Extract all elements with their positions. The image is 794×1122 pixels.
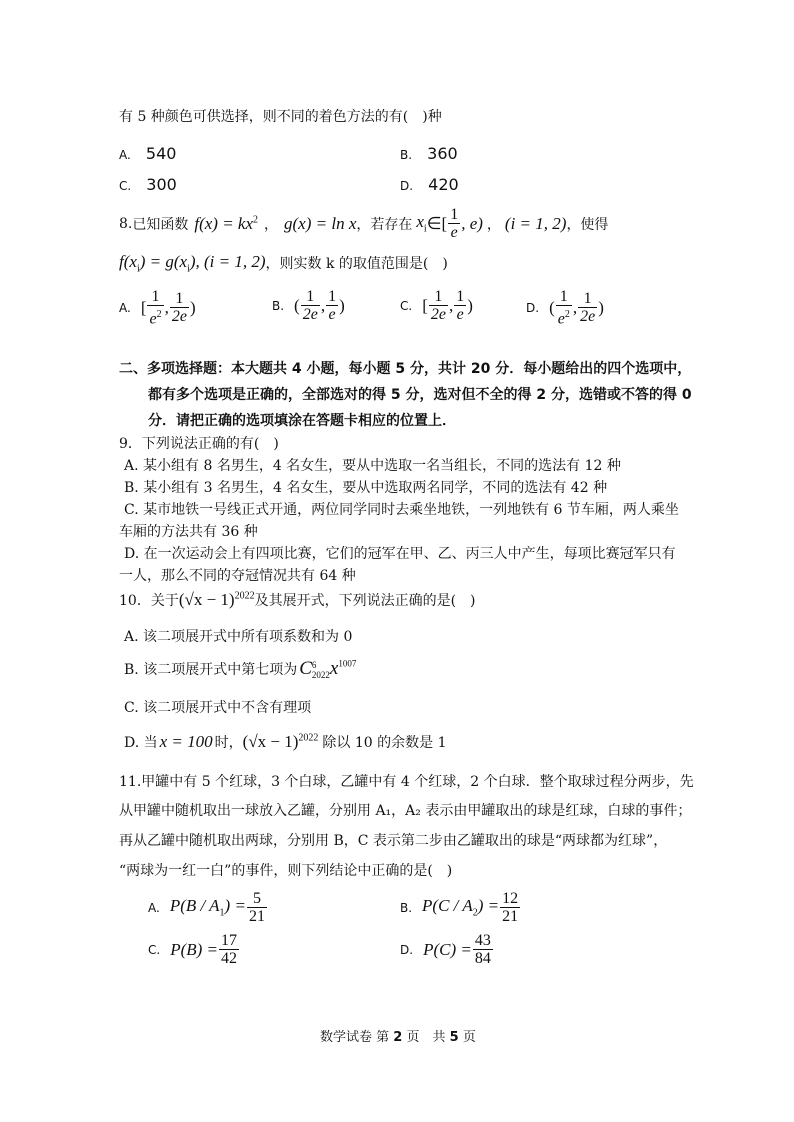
option-letter: C. (148, 942, 161, 957)
total-page-number: 5 (449, 1030, 459, 1045)
option-letter: D. (526, 300, 540, 315)
option-value: 540 (145, 144, 177, 163)
option-letter: B. (272, 298, 285, 313)
q10-expr: $(√x - 1)^{2022}$ (178, 590, 255, 609)
q10-b-text: B. 该二项展开式中第七项为 (124, 662, 298, 678)
q8-in: ∈[ (426, 213, 448, 233)
option-letter: A. (148, 900, 160, 915)
q8-number: 8. (119, 215, 133, 232)
q8-option-d: D. ( $\frac{1}{e^2}$ , $\frac{1}{2e}$ ) (526, 288, 604, 328)
q8-intro: 已知函数 (132, 216, 189, 233)
q11-line1: 11.甲罐中有 5 个红球，3 个白球，乙罐中有 4 个红球，2 个白球．整个取球过程分两步，先 (119, 774, 694, 790)
option-letter: D. (400, 942, 414, 957)
option-letter: D. (400, 179, 414, 193)
q11-option-c: C. P(B) = $\frac{17}{42}$ (148, 932, 238, 967)
q8-stem-line2 (119, 252, 448, 274)
q10-post: 及其展开式，下列说法正确的是( ) (254, 593, 476, 609)
q8-option-c: C. [ $\frac{1}{2e}$ , $\frac{1}{e}$ ) (400, 288, 473, 323)
q10-option-a: A. 该二项展开式中所有项系数和为 0 (124, 629, 353, 645)
q9-option-c-line1: C. 某市地铁一号线正式开通，两位同学同时去乘坐地铁，一列地铁有 6 节车厢，两人乘坐 (124, 502, 679, 518)
section2-line2: 都有多个选项是正确的，全部选对的得 5 分，选对但不全的得 2 分，选错或不答的得 0 (148, 387, 692, 403)
option-value: 360 (427, 144, 458, 163)
q9-option-c-line2: 车厢的方法共有 36 种 (119, 524, 258, 540)
q8-fx: $f(x) = kx^2$ (194, 213, 259, 233)
current-page-number: 2 (393, 1030, 403, 1045)
option-letter: A. (119, 148, 131, 162)
option-value: 420 (428, 175, 459, 194)
q8-interval-fraction: $\frac{1}{e}$ (450, 206, 459, 241)
q10-option-d (124, 732, 447, 752)
q9-option-d-line1: D. 在一次运动会上有四项比赛，它们的冠军在甲、乙、丙三人中产生，每项比赛冠军只有 (124, 546, 676, 562)
q8-xi: $x_i$ (416, 212, 427, 235)
q9-option-b: B. 某小组有 3 名男生，4 名女生，要从中选取两名同学，不同的选法有 42 种 (124, 480, 608, 496)
q10-d-expr: $(√x - 1)^{2022}$ (242, 732, 319, 751)
q10-d-mid: 时， (214, 735, 243, 751)
option-letter: C. (119, 179, 132, 193)
q11-line3: 再从乙罐中随机取出两球，分别用 B，C 表示第二步由乙罐取出的球是“两球都为红球”， (119, 833, 668, 849)
q8-exists: ，若存在 (356, 216, 413, 233)
q7-option-c (119, 175, 177, 194)
q8-option-a: A. [ $\frac{1}{e^2}$ , $\frac{1}{2e}$ ) (119, 288, 196, 328)
q11-option-d: D. P(C) = $\frac{43}{84}$ (400, 932, 491, 967)
option-value: 300 (146, 175, 177, 194)
q9-stem: 9．下列说法正确的有( ) (119, 436, 279, 452)
q10-pre: 10．关于 (119, 593, 179, 609)
q8-equation: $f(x_i) = g(x_i)$, (i = 1, 2) (119, 252, 266, 275)
q10-b-formula: C 6 2022 $x^{1007}$ (299, 658, 357, 680)
option-letter: A. (119, 300, 131, 315)
q8-question: ，则实数 k 的取值范围是( ) (265, 256, 448, 273)
q11-line2: 从甲罐中随机取出一球放入乙罐，分别用 A₁，A₂ 表示由甲罐取出的球是红球，白球的事件； (119, 803, 692, 819)
option-letter: C. (400, 298, 413, 313)
q8-i-cond: (i = 1, 2) (504, 213, 567, 233)
q11-line4: “两球为一红一白”的事件，则下列结论中正确的是( ) (119, 863, 453, 879)
q10-d-post: 除以 10 的余数是 1 (322, 735, 447, 751)
q11-option-b: B. $P(C / A_2)$ = $\frac{12}{21}$ (400, 890, 519, 925)
q7-option-a (119, 144, 176, 163)
q9-option-a: A. 某小组有 8 名男生，4 名女生，要从中选取一名当组长，不同的选法有 12 种 (124, 458, 621, 474)
option-letter: B. (400, 148, 413, 162)
q10-d-pre: D. 当 (124, 735, 158, 751)
section2-line1: 二、多项选择题：本大题共 4 小题，每小题 5 分，共计 20 分．每小题给出的四个选项中， (119, 361, 692, 377)
option-letter: B. (400, 900, 413, 915)
q10-option-b (124, 658, 356, 680)
q10-option-c: C. 该二项展开式中不含有理项 (124, 700, 312, 716)
q11-option-a: A. $P(B / A_1)$ = $\frac{5}{21}$ (148, 890, 265, 925)
q7-tail: 有 5 种颜色可供选择，则不同的着色方法的有( )种 (119, 109, 442, 125)
q9-option-d-line2: 一人，那么不同的夺冠情况共有 64 种 (119, 568, 356, 584)
page-footer: 数学试卷 第 2 页 共 5 页 (320, 1030, 476, 1045)
q8-option-b: B. ( $\frac{1}{2e}$ , $\frac{1}{e}$ ) (272, 288, 345, 323)
q7-option-b (400, 144, 458, 163)
q8-stem-line1: 8. 已知函数 $f(x) = kx^2$ ， g(x) = ln x ，若存在 $x_i$ ∈[ $\frac{1}{e}$ , e) ， (i = 1, 2) ，使得 (119, 206, 609, 241)
section2-line3: 分．请把正确的选项填涂在答题卡相应的位置上． (148, 413, 456, 429)
q10-d-x: x = 100 (159, 732, 213, 751)
q8-e-close: , e) (461, 213, 483, 233)
q7-option-d (400, 175, 459, 194)
q10-stem (119, 590, 476, 610)
q8-gx: g(x) = ln x (284, 213, 357, 233)
q8-such: ，使得 (566, 216, 609, 233)
